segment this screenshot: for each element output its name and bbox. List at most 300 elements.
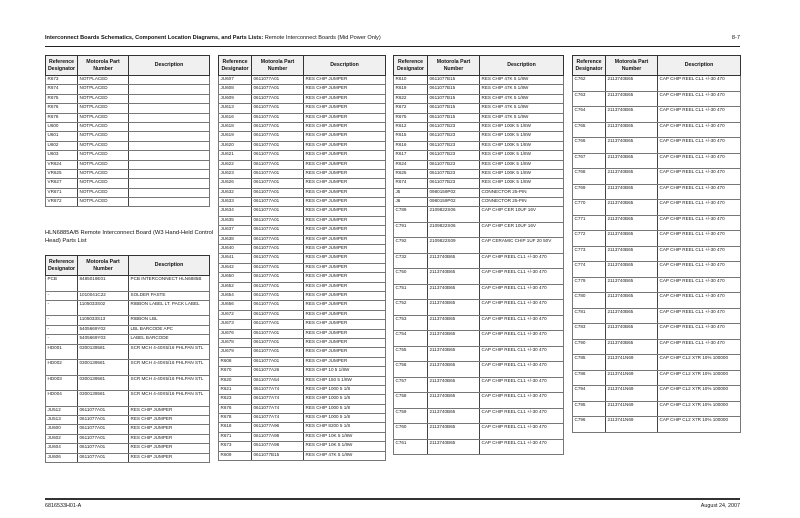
- ref-designator-cell: JU618: [219, 122, 252, 131]
- header-subtitle: Remote Interconnect Boards (Mid Power Only): [263, 35, 381, 41]
- description-cell: CAP CHIP REEL CL1 +/-30 470: [480, 346, 564, 362]
- parts-table-1: [45, 55, 210, 207]
- part-number-cell: 0611077B15: [428, 85, 480, 94]
- ref-designator-cell: R676: [46, 104, 78, 113]
- table-row: [219, 151, 386, 160]
- description-cell: RES CHIP JUMPER: [304, 132, 386, 141]
- table-row: [219, 263, 386, 272]
- table-row: [219, 395, 386, 404]
- ref-designator-cell: U603: [46, 151, 78, 160]
- part-number-cell: 1010041C22: [78, 291, 129, 300]
- part-number-cell: 0611077B23: [428, 160, 480, 169]
- table-row: [219, 432, 386, 441]
- ref-designator-cell: JU512: [46, 406, 78, 415]
- part-number-cell: 0611077A01: [252, 169, 304, 178]
- part-number-cell: 0611077A01: [252, 207, 304, 216]
- description-cell: RES CHIP JUMPER: [304, 254, 386, 263]
- table-row: [46, 425, 210, 434]
- description-cell: RES CHIP 100K 5 1/8W: [480, 141, 564, 150]
- table-row: [46, 85, 210, 94]
- description-cell: RES CHIP JUMPER: [304, 329, 386, 338]
- part-number-cell: 2113740B65: [428, 331, 480, 347]
- ref-designator-cell: JU673: [219, 320, 252, 329]
- part-number-cell: 2113740B65: [606, 184, 658, 200]
- table-row: [46, 179, 210, 188]
- ref-designator-cell: C750: [394, 269, 428, 285]
- table-row: [219, 85, 386, 94]
- description-cell: CAP CHIP REEL CL1 +/-30 470: [658, 76, 741, 92]
- part-number-cell: 0611077A01: [252, 151, 304, 160]
- part-number-cell: 0611077A01: [252, 141, 304, 150]
- part-number-cell: NOTPLACED: [78, 94, 129, 103]
- ref-designator-cell: JU621: [219, 151, 252, 160]
- ref-designator-cell: C795: [573, 401, 606, 417]
- description-cell: RES CHIP JUMPER: [304, 94, 386, 103]
- table-row: [219, 104, 386, 113]
- description-cell: RES CHIP JUMPER: [304, 207, 386, 216]
- table-row: [219, 226, 386, 235]
- table-row: [219, 367, 386, 376]
- table-row: [394, 188, 564, 197]
- ref-designator-cell: R610: [394, 76, 428, 85]
- ref-designator-cell: C796: [573, 417, 606, 433]
- col-header-part: Motorola Part Number: [428, 56, 480, 76]
- table-row: [219, 301, 386, 310]
- table-row: [394, 207, 564, 223]
- part-number-cell: 2113740B65: [428, 253, 480, 269]
- description-cell: RES CHIP JUMPER: [304, 291, 386, 300]
- table-row: [46, 141, 210, 150]
- ref-designator-cell: R674: [46, 85, 78, 94]
- table-row: [573, 262, 741, 278]
- description-cell: RES CHIP JUMPER: [304, 310, 386, 319]
- table-row: [46, 391, 210, 407]
- description-cell: CAP CHIP REEL CL1 +/-30 470: [658, 138, 741, 154]
- description-cell: RES CHIP 100K 5 1/8W: [480, 179, 564, 188]
- part-number-cell: 8485019E01: [78, 276, 129, 292]
- part-number-cell: 0611077A01: [78, 425, 129, 434]
- description-cell: CAP CHIP REEL CL1 +/-30 470: [658, 308, 741, 324]
- part-number-cell: 2113740B65: [606, 169, 658, 185]
- ref-designator-cell: C770: [573, 200, 606, 216]
- part-number-cell: 0611077A01: [252, 104, 304, 113]
- table-row: [219, 385, 386, 394]
- table-row: [46, 444, 210, 453]
- part-number-cell: NOTPLACED: [78, 113, 129, 122]
- part-number-cell: NOTPLACED: [78, 151, 129, 160]
- part-number-cell: NOTPLACED: [78, 179, 129, 188]
- part-number-cell: 0611077A01: [252, 160, 304, 169]
- description-cell: RES CHIP JUMPER: [304, 122, 386, 131]
- col-header-ref: Reference Designator: [219, 56, 252, 76]
- ref-designator-cell: R618: [219, 423, 252, 432]
- ref-designator-cell: R624: [394, 160, 428, 169]
- table-row: [573, 138, 741, 154]
- ref-designator-cell: JU620: [219, 141, 252, 150]
- description-cell: SCR MCH 4-40X5/16 PHLPAN STL: [129, 391, 210, 407]
- ref-designator-cell: R678: [46, 113, 78, 122]
- part-number-cell: 2113740B65: [428, 408, 480, 424]
- description-cell: CAP CHIP REEL CL1 +/-30 470: [658, 153, 741, 169]
- part-number-cell: NOTPLACED: [78, 122, 129, 131]
- description-cell: [129, 94, 210, 103]
- ref-designator-cell: C752: [394, 300, 428, 316]
- table-row: [219, 216, 386, 225]
- part-number-cell: 0611077A01: [252, 188, 304, 197]
- part-number-cell: 2113740B65: [428, 269, 480, 285]
- description-cell: CAP CERAMIC CHIP 1UF 20 50V: [480, 238, 564, 254]
- description-cell: CONNECTOR 25-PIN: [480, 198, 564, 207]
- part-number-cell: 0300139581: [78, 375, 129, 391]
- description-cell: CAP CHIP REEL CL1 +/-30 470: [658, 215, 741, 231]
- ref-designator-cell: C763: [573, 91, 606, 107]
- part-number-cell: 0611077B23: [428, 169, 480, 178]
- table-row: [394, 439, 564, 455]
- ref-designator-cell: C760: [394, 424, 428, 440]
- table-row: [46, 188, 210, 197]
- col-header-ref: Reference Designator: [394, 56, 428, 76]
- ref-designator-cell: JU622: [219, 160, 252, 169]
- part-number-cell: 2113740B65: [606, 231, 658, 247]
- part-number-cell: 2113740B65: [606, 138, 658, 154]
- description-cell: CAP CHIP CL2 X7R 10% 100000: [658, 401, 741, 417]
- description-cell: RES CHIP JUMPER: [304, 113, 386, 122]
- ref-designator-cell: R621: [219, 385, 252, 394]
- description-cell: [129, 113, 210, 122]
- description-cell: CAP CHIP REEL CL1 +/-30 470: [658, 339, 741, 355]
- description-cell: RES CHIP 47K 5 1/8W: [480, 113, 564, 122]
- description-cell: RES CHIP 1000 5 1/8: [304, 395, 386, 404]
- description-cell: CAP CHIP REEL CL1 +/-30 470: [658, 107, 741, 123]
- ref-designator-cell: R620: [219, 376, 252, 385]
- description-cell: CAP CHIP REEL CL1 +/-30 470: [480, 315, 564, 331]
- ref-designator-cell: C792: [394, 238, 428, 254]
- description-cell: RES CHIP 100K 5 1/8W: [480, 151, 564, 160]
- col-header-part: Motorola Part Number: [252, 56, 304, 76]
- description-cell: RES CHIP JUMPER: [129, 444, 210, 453]
- table-row: [46, 291, 210, 300]
- description-cell: RES CHIP 47K 5 1/8W: [480, 76, 564, 85]
- parts-table-hln6885: [45, 255, 210, 463]
- ref-designator-cell: R609: [219, 451, 252, 460]
- ref-designator-cell: R622: [394, 94, 428, 103]
- ref-designator-cell: JU513: [46, 415, 78, 424]
- ref-designator-cell: VR625: [46, 169, 78, 178]
- description-cell: CAP CHIP REEL CL1 +/-30 470: [480, 362, 564, 378]
- table-row: [394, 76, 564, 85]
- table-row: [46, 316, 210, 325]
- description-cell: RES CHIP 100K 5 1/8W: [480, 122, 564, 131]
- ref-designator-cell: C767: [573, 153, 606, 169]
- description-cell: CAP CHIP REEL CL1 +/-30 470: [658, 277, 741, 293]
- col-header-desc: Description: [480, 56, 564, 76]
- ref-designator-cell: PCB: [46, 276, 78, 292]
- table-row: [394, 300, 564, 316]
- ref-designator-cell: JU634: [219, 207, 252, 216]
- description-cell: RES CHIP 100K 5 1/8W: [480, 160, 564, 169]
- col-header-desc: Description: [658, 56, 741, 76]
- description-cell: [129, 188, 210, 197]
- table-row: [573, 169, 741, 185]
- part-number-cell: 2113741N69: [606, 417, 658, 433]
- ref-designator-cell: C780: [573, 293, 606, 309]
- ref-designator-cell: JU608: [219, 85, 252, 94]
- part-number-cell: 0611077A98: [252, 442, 304, 451]
- ref-designator-cell: JU602: [46, 434, 78, 443]
- table-row: [573, 324, 741, 340]
- description-cell: CAP CHIP REEL CL1 +/-30 470: [658, 293, 741, 309]
- table-row: [219, 94, 386, 103]
- table-row: [46, 344, 210, 360]
- description-cell: RIBBON LBL: [129, 316, 210, 325]
- table-row: [219, 245, 386, 254]
- description-cell: CAP CHIP REEL CL1 +/-30 470: [480, 253, 564, 269]
- ref-designator-cell: C779: [573, 277, 606, 293]
- part-number-cell: 2113740B65: [606, 246, 658, 262]
- part-number-cell: 2113741N69: [606, 401, 658, 417]
- table-row: [394, 393, 564, 409]
- table-row: [394, 331, 564, 347]
- part-number-cell: NOTPLACED: [78, 104, 129, 113]
- part-number-cell: 0611077A01: [252, 122, 304, 131]
- ref-designator-cell: C789: [394, 207, 428, 223]
- description-cell: LABEL BARCODE: [129, 335, 210, 344]
- part-number-cell: 2113740B65: [428, 393, 480, 409]
- part-number-cell: 0611077A01: [252, 273, 304, 282]
- description-cell: RES CHIP 1000 5 1/8: [304, 404, 386, 413]
- description-cell: RES CHIP 100K 5 1/8W: [480, 169, 564, 178]
- description-cell: CAP CHIP REEL CL1 +/-30 470: [658, 91, 741, 107]
- part-number-cell: 0611077A01: [252, 85, 304, 94]
- ref-designator-cell: JU672: [219, 310, 252, 319]
- description-cell: [129, 76, 210, 85]
- part-number-cell: 0611077B23: [428, 151, 480, 160]
- table-row: [46, 276, 210, 292]
- description-cell: RES CHIP 10K 5 1/8W: [304, 442, 386, 451]
- description-cell: RES CHIP 8200 5 1/8: [304, 423, 386, 432]
- part-number-cell: NOTPLACED: [78, 132, 129, 141]
- description-cell: [129, 179, 210, 188]
- ref-designator-cell: R608: [219, 357, 252, 366]
- table-row: [394, 198, 564, 207]
- description-cell: CAP CHIP REEL CL1 +/-30 470: [658, 231, 741, 247]
- ref-designator-cell: C786: [573, 370, 606, 386]
- description-cell: [129, 141, 210, 150]
- description-cell: RES CHIP JUMPER: [304, 76, 386, 85]
- ref-designator-cell: JU613: [219, 104, 252, 113]
- description-cell: SCR MCH 4-40X5/16 PHLPAN STL: [129, 360, 210, 376]
- table-row: [394, 408, 564, 424]
- part-number-cell: 2113740B65: [428, 346, 480, 362]
- table-row: [573, 417, 741, 433]
- ref-designator-cell: R674: [394, 179, 428, 188]
- table-row: [573, 277, 741, 293]
- part-number-cell: 0611077A01: [78, 406, 129, 415]
- part-number-cell: 2109822S09: [428, 238, 480, 254]
- description-cell: CAP CHIP REEL CL1 +/-30 470: [658, 200, 741, 216]
- part-number-cell: NOTPLACED: [78, 76, 129, 85]
- table-row: [219, 329, 386, 338]
- ref-designator-cell: R675: [46, 94, 78, 103]
- description-cell: CAP CHIP REEL CL1 +/-30 470: [658, 169, 741, 185]
- ref-designator-cell: U601: [46, 132, 78, 141]
- ref-designator-cell: JU638: [219, 235, 252, 244]
- table-row: [219, 357, 386, 366]
- ref-designator-cell: C774: [573, 262, 606, 278]
- description-cell: [129, 85, 210, 94]
- table-row: [46, 434, 210, 443]
- table-row: [394, 169, 564, 178]
- part-number-cell: 2113740B65: [606, 293, 658, 309]
- table-row: [219, 76, 386, 85]
- description-cell: RES CHIP JUMPER: [304, 151, 386, 160]
- description-cell: RES CHIP JUMPER: [304, 160, 386, 169]
- description-cell: CAP CHIP REEL CL1 +/-30 470: [480, 377, 564, 393]
- table-row: [394, 85, 564, 94]
- ref-designator-cell: JU626: [219, 179, 252, 188]
- ref-designator-cell: C762: [573, 76, 606, 92]
- description-cell: CAP CHIP REEL CL1 +/-30 470: [658, 262, 741, 278]
- description-cell: RES CHIP 47K 5 1/8W: [480, 104, 564, 113]
- part-number-cell: 0300139581: [78, 344, 129, 360]
- ref-designator-cell: C754: [394, 331, 428, 347]
- part-number-cell: 0611077A96: [252, 423, 304, 432]
- parts-table-3: [393, 55, 564, 455]
- part-number-cell: 5405669Y03: [78, 335, 129, 344]
- description-cell: CAP CHIP CL2 X7R 10% 100000: [658, 355, 741, 371]
- description-cell: RES CHIP JUMPER: [304, 179, 386, 188]
- part-number-cell: 0300139581: [78, 391, 129, 407]
- description-cell: RES CHIP JUMPER: [304, 141, 386, 150]
- description-cell: CAP CHIP CER 10UF 16V: [480, 222, 564, 238]
- part-number-cell: 0611077B23: [428, 179, 480, 188]
- ref-designator-cell: R625: [394, 169, 428, 178]
- table-row: [394, 238, 564, 254]
- table-row: [219, 348, 386, 357]
- table-row: [394, 132, 564, 141]
- ref-designator-cell: JU609: [219, 94, 252, 103]
- description-cell: RES CHIP JUMPER: [304, 85, 386, 94]
- table-row: [394, 122, 564, 131]
- description-cell: RES CHIP JUMPER: [304, 273, 386, 282]
- table-row: [46, 122, 210, 131]
- part-number-cell: 0611077A01: [252, 235, 304, 244]
- part-number-cell: 0611077A01: [78, 434, 129, 443]
- table-row: [219, 320, 386, 329]
- part-number-cell: 0611077A01: [78, 453, 129, 462]
- table-row: [219, 169, 386, 178]
- description-cell: SCR MCH 4-40X5/16 PHLPAN STL: [129, 375, 210, 391]
- description-cell: [129, 132, 210, 141]
- ref-designator-cell: JU623: [219, 169, 252, 178]
- ref-designator-cell: C772: [573, 231, 606, 247]
- description-cell: RES CHIP JUMPER: [304, 263, 386, 272]
- ref-designator-cell: JU679: [219, 348, 252, 357]
- ref-designator-cell: C732: [394, 253, 428, 269]
- part-number-cell: 0611077A01: [252, 329, 304, 338]
- part-number-cell: 2113740B65: [606, 215, 658, 231]
- description-cell: RES CHIP 47K 5 1/8W: [480, 94, 564, 103]
- part-number-cell: 0611077A74: [252, 385, 304, 394]
- ref-designator-cell: R672: [394, 104, 428, 113]
- ref-designator-cell: -: [46, 300, 78, 316]
- table-row: [394, 253, 564, 269]
- ref-designator-cell: C790: [573, 339, 606, 355]
- col-header-desc: Description: [129, 256, 210, 276]
- table-row: [394, 346, 564, 362]
- table-row: [573, 215, 741, 231]
- part-number-cell: 0611077A54: [252, 376, 304, 385]
- description-cell: CAP CHIP CER 10UF 16V: [480, 207, 564, 223]
- ref-designator-cell: C785: [573, 355, 606, 371]
- table-row: [219, 141, 386, 150]
- description-cell: RES CHIP 1000 5 1/8: [304, 385, 386, 394]
- ref-designator-cell: JU619: [219, 132, 252, 141]
- part-number-cell: 0611077A01: [252, 132, 304, 141]
- ref-designator-cell: C764: [573, 107, 606, 123]
- part-number-cell: 0611077A01: [252, 76, 304, 85]
- part-number-cell: 0611077A01: [252, 94, 304, 103]
- table-row: [573, 370, 741, 386]
- description-cell: CAP CHIP REEL CL1 +/-30 470: [480, 424, 564, 440]
- part-number-cell: 0980159P02: [428, 188, 480, 197]
- col-header-part: Motorola Part Number: [606, 56, 658, 76]
- part-number-cell: 2113740B65: [606, 324, 658, 340]
- ref-designator-cell: JU632: [219, 188, 252, 197]
- part-number-cell: 0611077B15: [428, 94, 480, 103]
- parts-table-4: [572, 55, 741, 433]
- part-number-cell: 2113740B65: [428, 377, 480, 393]
- table-row: [394, 269, 564, 285]
- ref-designator-cell: R612: [394, 122, 428, 131]
- table-row: [394, 284, 564, 300]
- table-row: [219, 273, 386, 282]
- part-number-cell: 2113741N69: [606, 386, 658, 402]
- ref-designator-cell: HD003: [46, 375, 78, 391]
- part-number-cell: 2113740B65: [428, 300, 480, 316]
- table-row: [46, 375, 210, 391]
- part-number-cell: 0611077A01: [252, 263, 304, 272]
- ref-designator-cell: HD002: [46, 360, 78, 376]
- table-row: [394, 315, 564, 331]
- part-number-cell: 1105033S13: [78, 316, 129, 325]
- part-number-cell: 0611077B15: [428, 76, 480, 85]
- table-row: [573, 246, 741, 262]
- table-row: [46, 76, 210, 85]
- table-row: [394, 222, 564, 238]
- table-row: [394, 160, 564, 169]
- part-number-cell: 2113740B65: [428, 284, 480, 300]
- ref-designator-cell: JU676: [219, 329, 252, 338]
- description-cell: CAP CHIP CL2 X7R 10% 100000: [658, 417, 741, 433]
- description-cell: CAP CHIP REEL CL1 +/-30 470: [658, 184, 741, 200]
- description-cell: RES CHIP JUMPER: [304, 169, 386, 178]
- description-cell: [129, 122, 210, 131]
- ref-designator-cell: C756: [394, 362, 428, 378]
- table-row: [573, 386, 741, 402]
- ref-designator-cell: VR671: [46, 188, 78, 197]
- description-cell: RES CHIP JUMPER: [304, 282, 386, 291]
- table-row: [46, 415, 210, 424]
- table-row: [573, 91, 741, 107]
- part-number-cell: 0611077A01: [252, 338, 304, 347]
- part-number-cell: NOTPLACED: [78, 141, 129, 150]
- part-number-cell: NOTPLACED: [78, 169, 129, 178]
- table-row: [219, 310, 386, 319]
- table-row: [219, 376, 386, 385]
- table-row: [219, 414, 386, 423]
- ref-designator-cell: C761: [394, 439, 428, 455]
